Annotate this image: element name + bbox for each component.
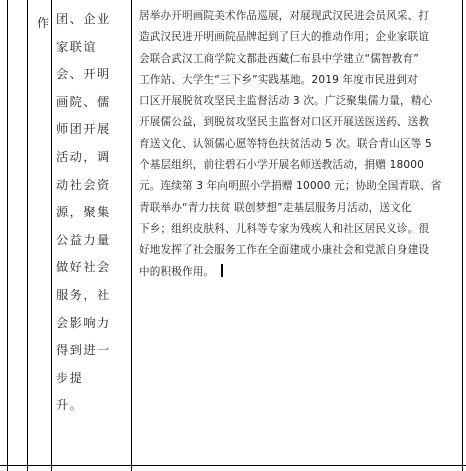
table-border-right (462, 0, 463, 471)
detail-line: 好地发挥了社会服务工作在全面建成小康社会和党派自身建设 (139, 244, 430, 257)
detail-line: 个基层组织，前往碧石小学开展名师送教活动，捐赠 18000 (139, 159, 425, 172)
table-row-divider (0, 465, 466, 466)
summary-line: 做好社会 (56, 260, 111, 275)
summary-line: 服务，社 (56, 287, 111, 302)
detail-line: 开展儒公益，到脱贫攻坚民主监督对口区开展送医送药、送教 (139, 116, 430, 129)
detail-line: 中的积极作用。 (139, 262, 459, 283)
summary-line: 师团开展 (56, 122, 111, 137)
summary-line: 升。 (56, 398, 84, 413)
summary-line: 活动，调 (56, 149, 111, 164)
summary-line: 动社会资 (56, 177, 111, 192)
text-cursor (221, 264, 223, 277)
summary-line: 团、企业 (56, 12, 111, 26)
category-cell: 作 (37, 16, 50, 30)
table-border-left (7, 0, 8, 471)
detail-line: 元。连续第 3 年向明照小学捐赠 10000 元；协助全国青联、省 (139, 180, 442, 193)
detail-line: 工作站、大学生“三下乡”实践基地。2019 年度市民进到对 (139, 73, 418, 86)
summary-line: 会影响力 (56, 315, 111, 330)
summary-line: 会、开明 (56, 67, 111, 82)
summary-line: 源，聚集 (56, 205, 111, 220)
summary-line: 得到进一 (56, 343, 111, 358)
detail-line: 青联举办“青力扶贫 联创梦想”走基层服务月活动，送文化 (139, 201, 412, 214)
summary-line: 步提 (56, 370, 84, 385)
summary-line: 画院、儒 (56, 94, 111, 109)
table-column-divider (51, 0, 52, 471)
table-column-divider (131, 0, 132, 471)
summary-line: 家联谊 (56, 39, 98, 54)
detail-line: 造武汉民进开明画院品牌起到了巨大的推动作用；企业家联谊 (139, 31, 430, 44)
table-column-divider (27, 0, 28, 471)
detail-cell (139, 6, 459, 283)
detail-line: 育送文化、认领儒心愿等特色扶贫活动 5 次。联合青山区等 5 (139, 137, 432, 150)
detail-line: 居举办开明画院美术作品巡展，对展现武汉民进会员风采、打 (139, 10, 430, 22)
detail-line: 会联合武汉工商学院文都赴西藏仁布县中学建立“儒智教育” (139, 52, 419, 65)
summary-line: 公益力量 (56, 232, 111, 247)
detail-line: 下乡；组织皮肤科、儿科等专家为残疾人和社区居民义诊。很 (139, 222, 430, 235)
summary-cell (56, 6, 126, 420)
detail-line: 口区开展脱贫攻坚民主监督活动 3 次。广泛聚集儒力量，精心 (139, 95, 433, 108)
